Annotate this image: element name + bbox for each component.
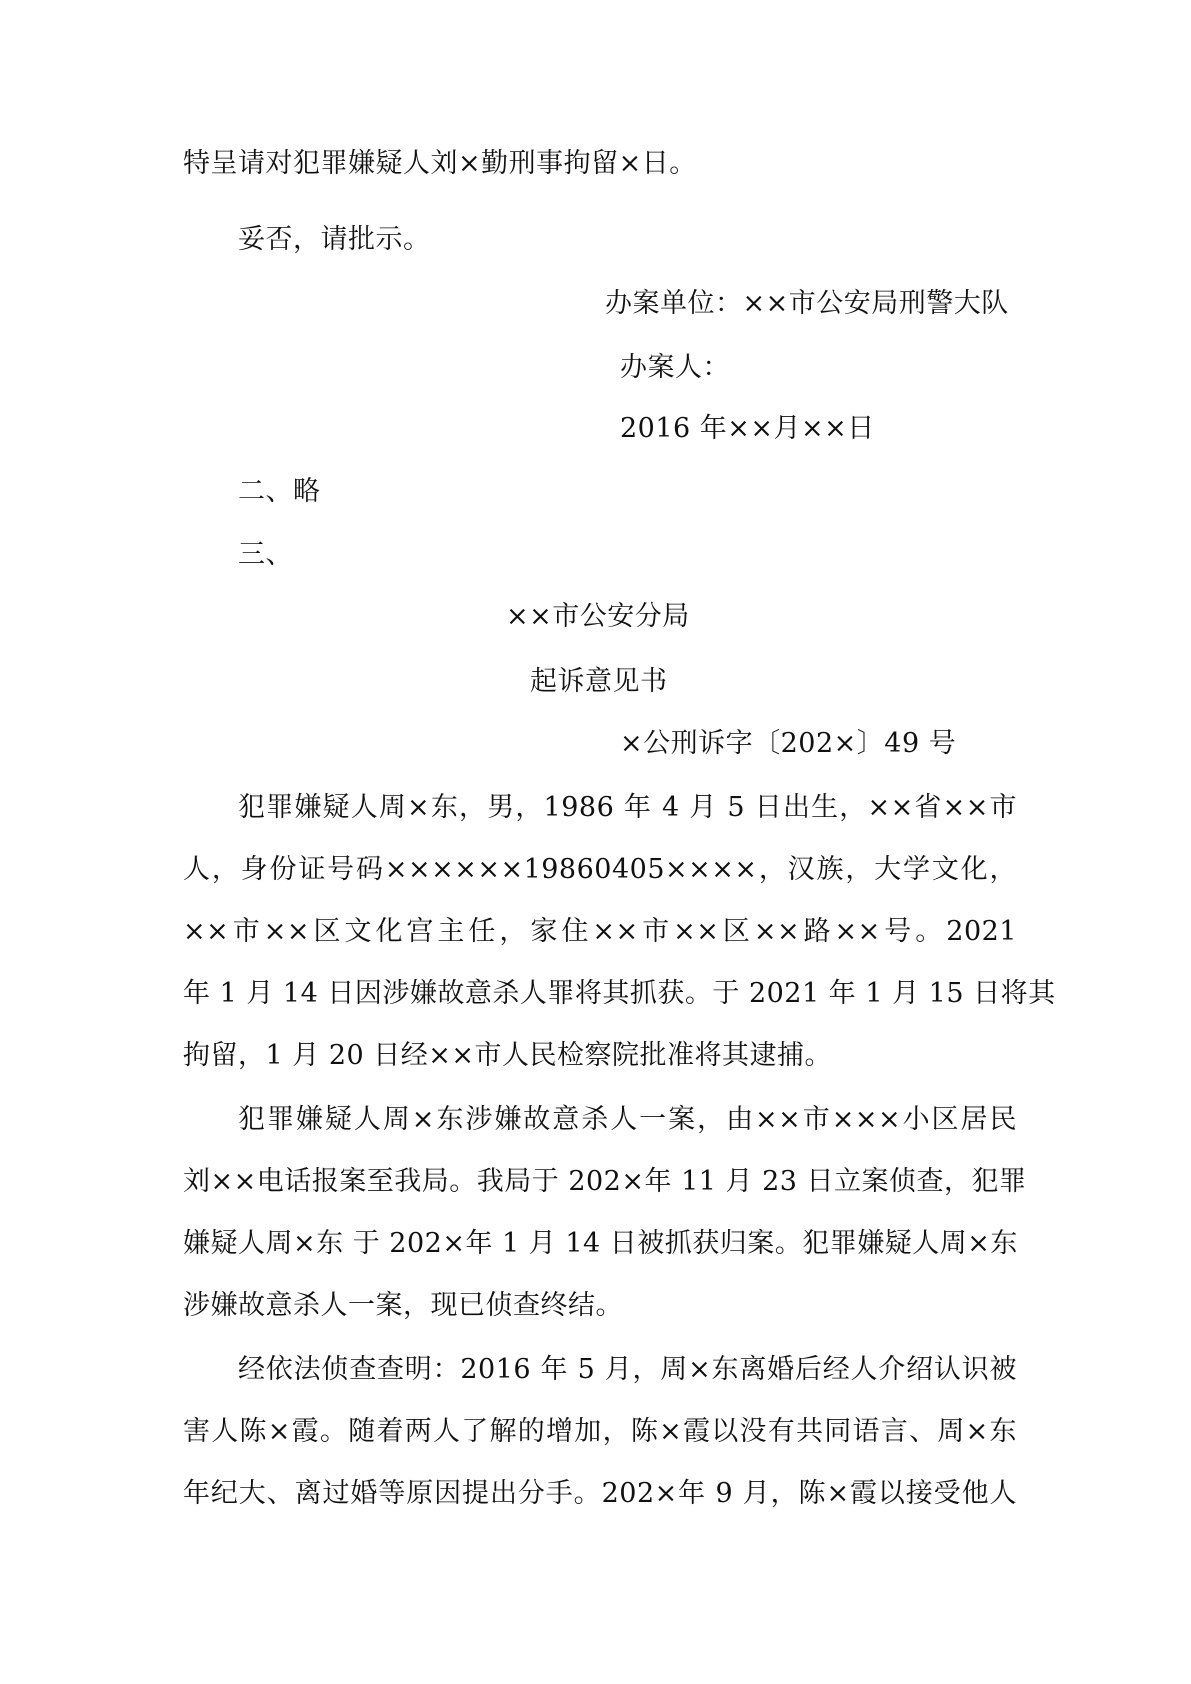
document-title: 起诉意见书 <box>530 666 668 697</box>
bureau-heading: ××市公安分局 <box>506 601 690 632</box>
section-two-heading: 二、略 <box>238 476 321 507</box>
paragraph-1-line-3: ××市××区文化宫主任，家住××市××区××路××号。2021 <box>183 916 1017 947</box>
paragraph-2-line-1: 犯罪嫌疑人周×东涉嫌故意杀人一案，由××市×××小区居民 <box>238 1104 1017 1135</box>
paragraph-2-line-4: 涉嫌故意杀人一案，现已侦查终结。 <box>183 1290 623 1321</box>
paragraph-3-line-3: 年纪大、离过婚等原因提出分手。202×年 9 月，陈×霞以接受他人 <box>183 1478 1017 1509</box>
paragraph-2-line-2: 刘××电话报案至我局。我局于 202×年 11 月 23 日立案侦查，犯罪 <box>183 1166 1027 1197</box>
document-number: ×公刑诉字〔202×〕49 号 <box>620 728 957 759</box>
handling-unit: 办案单位：××市公安局刑警大队 <box>605 288 1009 319</box>
paragraph-1-line-2: 人，身份证号码××××××19860405××××，汉族，大学文化， <box>183 854 1017 885</box>
approval-line: 妥否，请批示。 <box>238 224 431 255</box>
paragraph-3-line-2: 害人陈×霞。随着两人了解的增加，陈×霞以没有共同语言、周×东 <box>183 1416 1017 1447</box>
paragraph-1-line-5: 拘留，1 月 20 日经××市人民检察院批准将其逮捕。 <box>183 1040 833 1071</box>
paragraph-1-line-4: 年 1 月 14 日因涉嫌故意杀人罪将其抓获。于 2021 年 1 月 15 日将其 <box>183 978 1056 1009</box>
section-three-heading: 三、 <box>238 539 293 570</box>
paragraph-2-line-3: 嫌疑人周×东 于 202×年 1 月 14 日被抓获归案。犯罪嫌疑人周×东 <box>183 1228 1018 1259</box>
paragraph-3-line-1: 经依法侦查查明：2016 年 5 月，周×东离婚后经人介绍认识被 <box>238 1354 1017 1385</box>
document-date: 2016 年××月××日 <box>620 413 875 444</box>
request-line: 特呈请对犯罪嫌疑人刘×勤刑事拘留×日。 <box>183 148 697 179</box>
paragraph-1-line-1: 犯罪嫌疑人周×东，男，1986 年 4 月 5 日出生，××省××市 <box>238 792 1017 823</box>
handler-label: 办案人： <box>620 352 730 383</box>
